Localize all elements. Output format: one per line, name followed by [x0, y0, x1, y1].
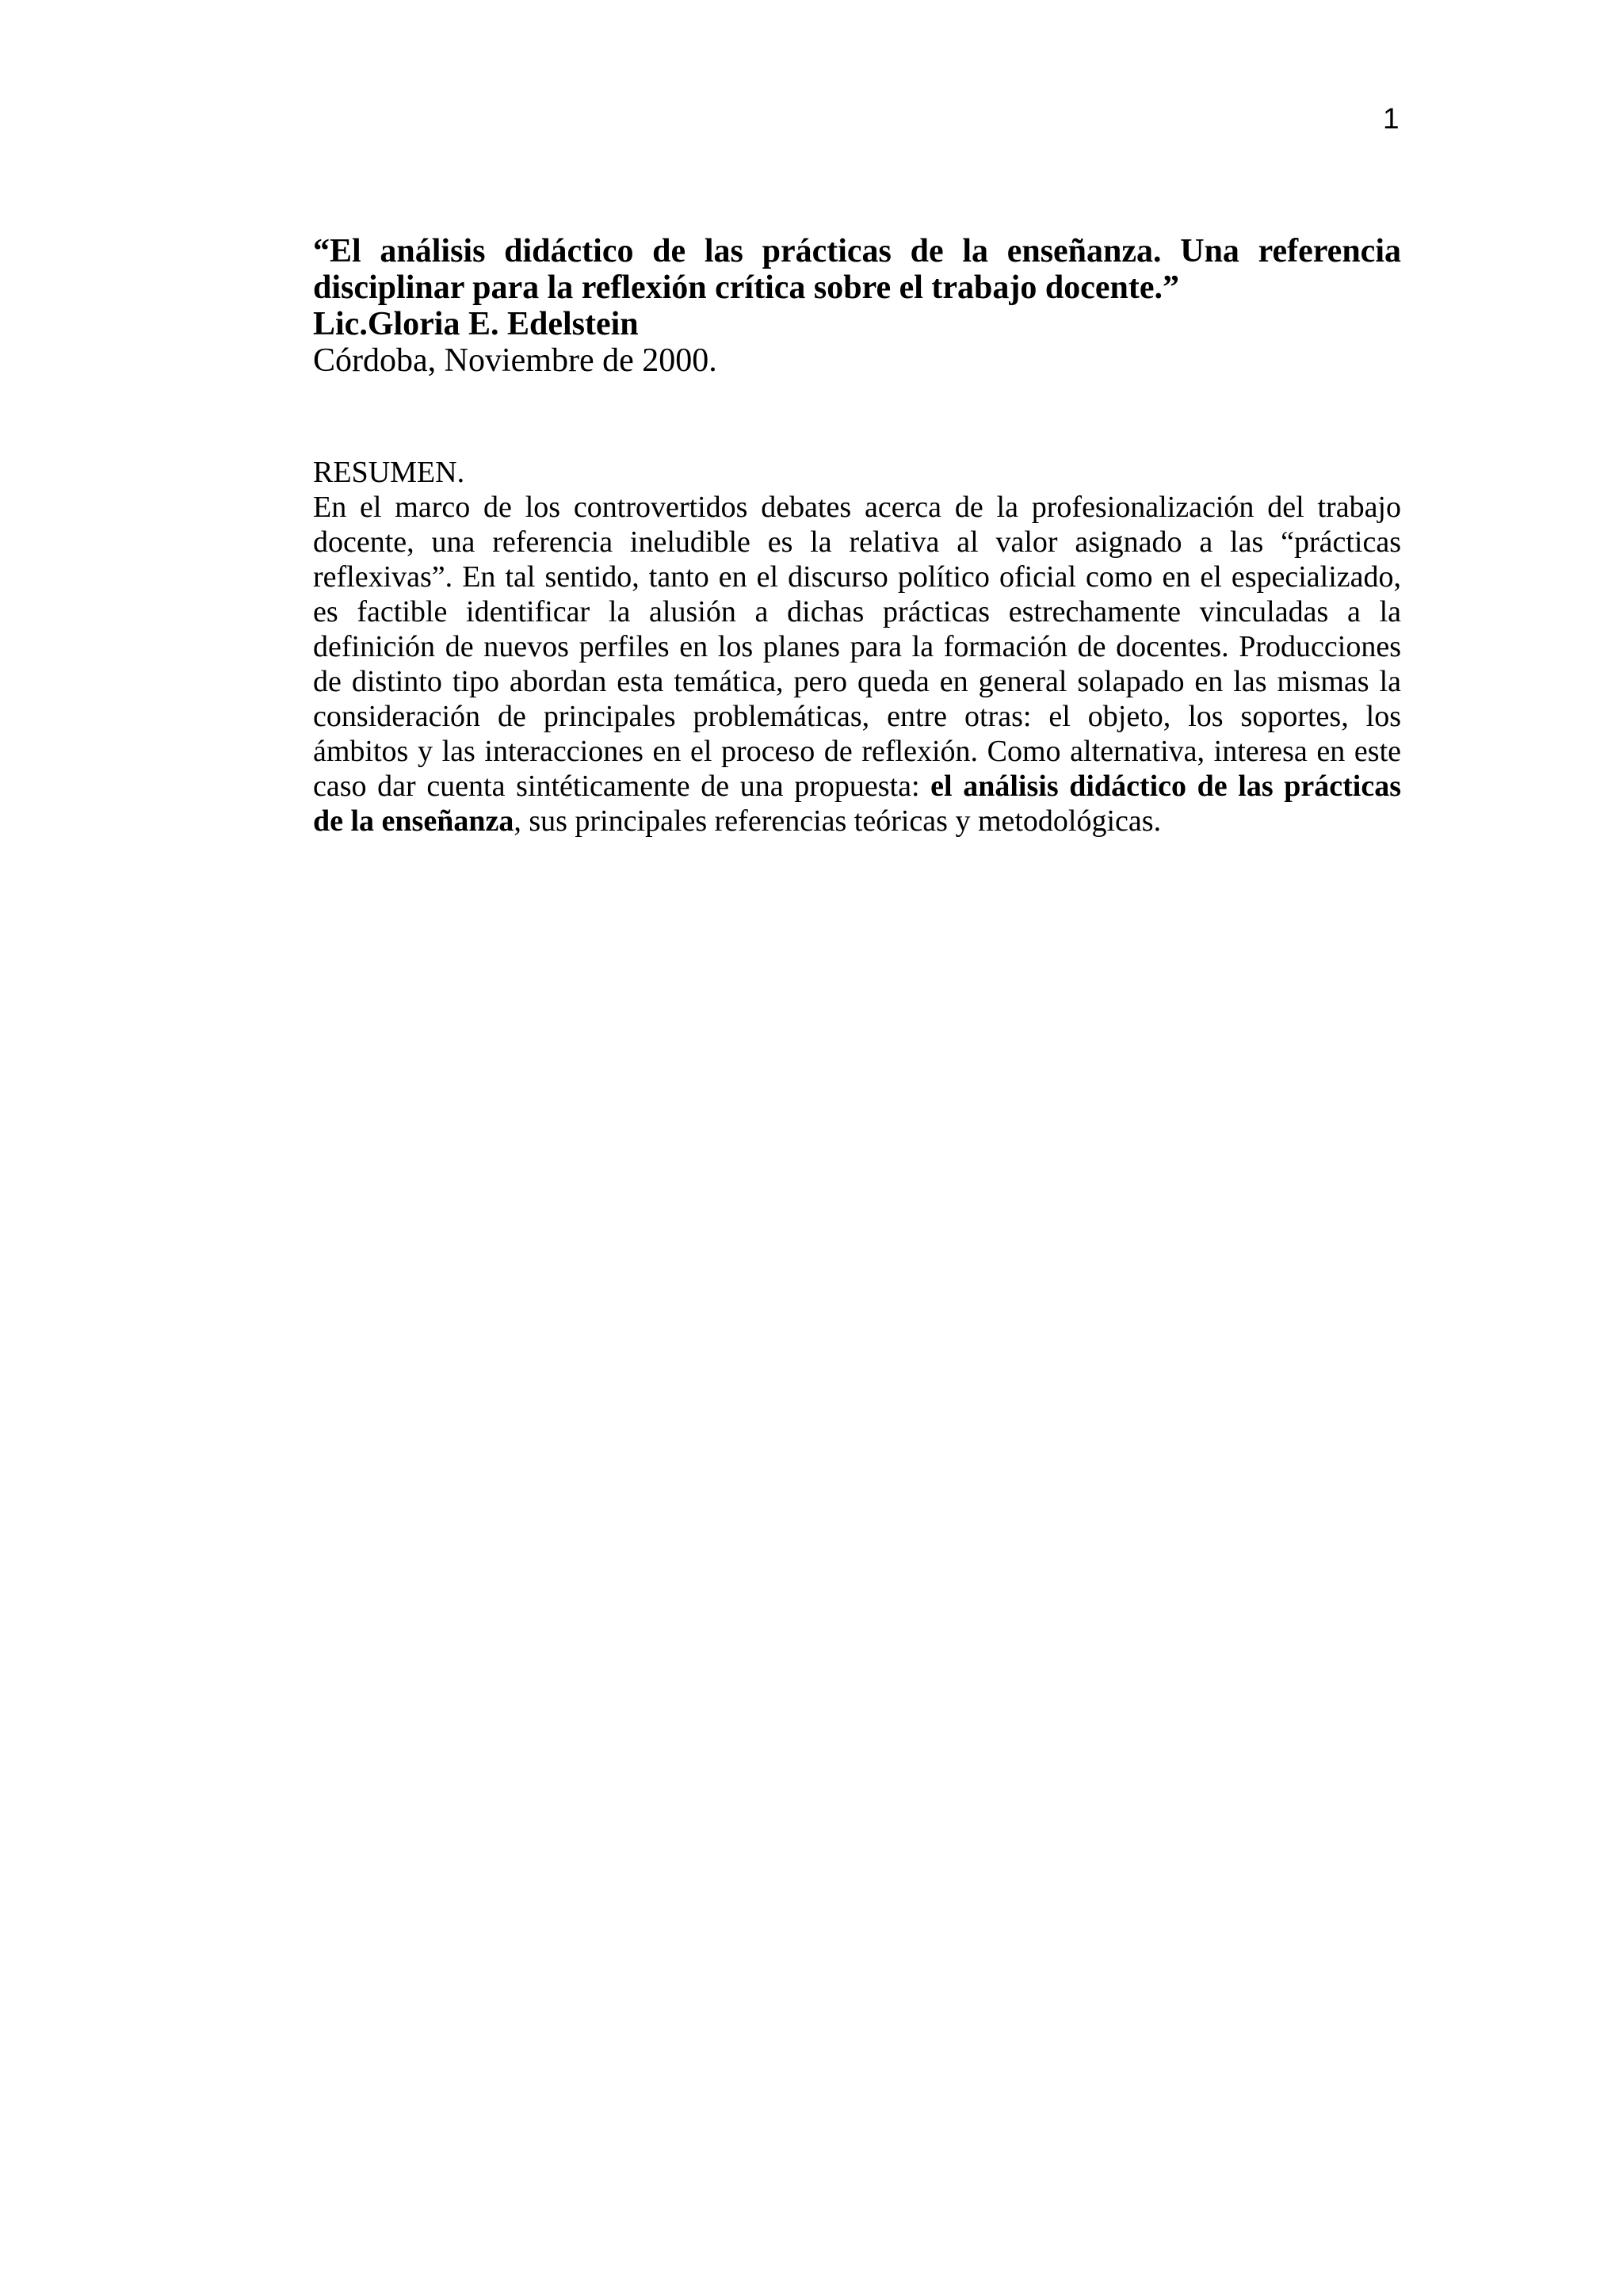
page-number: 1: [1383, 102, 1400, 135]
abstract-line: [313, 594, 1401, 629]
abstract-line: [313, 490, 1401, 525]
abstract-heading: RESUMEN.: [313, 456, 465, 489]
abstract-line: [313, 664, 1401, 699]
abstract-text: En el marco de los controvertidos debates acerca de la profesionalización del trabajo: [313, 491, 1401, 524]
abstract-text: es factible identificar la alusión a dichas prácticas estrechamente vinculadas a la: [313, 595, 1401, 628]
abstract-text: reflexivas”. En tal sentido, tanto en el discurso político oficial como en el especializado,: [313, 560, 1401, 594]
place-and-date: Córdoba, Noviembre de 2000.: [313, 342, 717, 379]
abstract-line: [313, 525, 1401, 560]
abstract-emphasis: de la enseñanza: [313, 804, 514, 838]
abstract-text: docente, una referencia ineludible es la relativa al valor asignado a las “prácticas: [313, 525, 1401, 559]
abstract-line: [313, 629, 1401, 664]
abstract-text: ámbitos y las interacciones en el proceso de reflexión. Como alternativa, interesa en este: [313, 735, 1401, 768]
abstract-emphasis: el análisis didáctico de las prácticas: [930, 770, 1402, 803]
abstract-text: , sus principales referencias teóricas y metodológicas.: [514, 804, 1162, 838]
abstract-text: de distinto tipo abordan esta temática, pero queda en general solapado en las mismas la: [313, 665, 1401, 698]
abstract-section: [313, 455, 1401, 839]
title-line-2: disciplinar para la reflexión crítica sobre el trabajo docente.”: [313, 269, 1180, 306]
abstract-line: [313, 804, 1401, 839]
author-name: Lic.Gloria E. Edelstein: [313, 306, 639, 342]
abstract-text: consideración de principales problemáticas, entre otras: el objeto, los soportes, los: [313, 700, 1401, 733]
document-header: [313, 233, 1401, 379]
title-line-1: “El análisis didáctico de las prácticas de la enseñanza. Una referencia: [313, 233, 1401, 269]
abstract-line: [313, 734, 1401, 769]
document-title: [313, 233, 1401, 306]
abstract-line: [313, 699, 1401, 734]
abstract-text: caso dar cuenta sintéticamente de una propuesta:: [313, 770, 931, 803]
abstract-text: definición de nuevos perfiles en los planes para la formación de docentes. Producciones: [313, 630, 1401, 663]
abstract-line: [313, 769, 1401, 804]
abstract-line: [313, 560, 1401, 594]
